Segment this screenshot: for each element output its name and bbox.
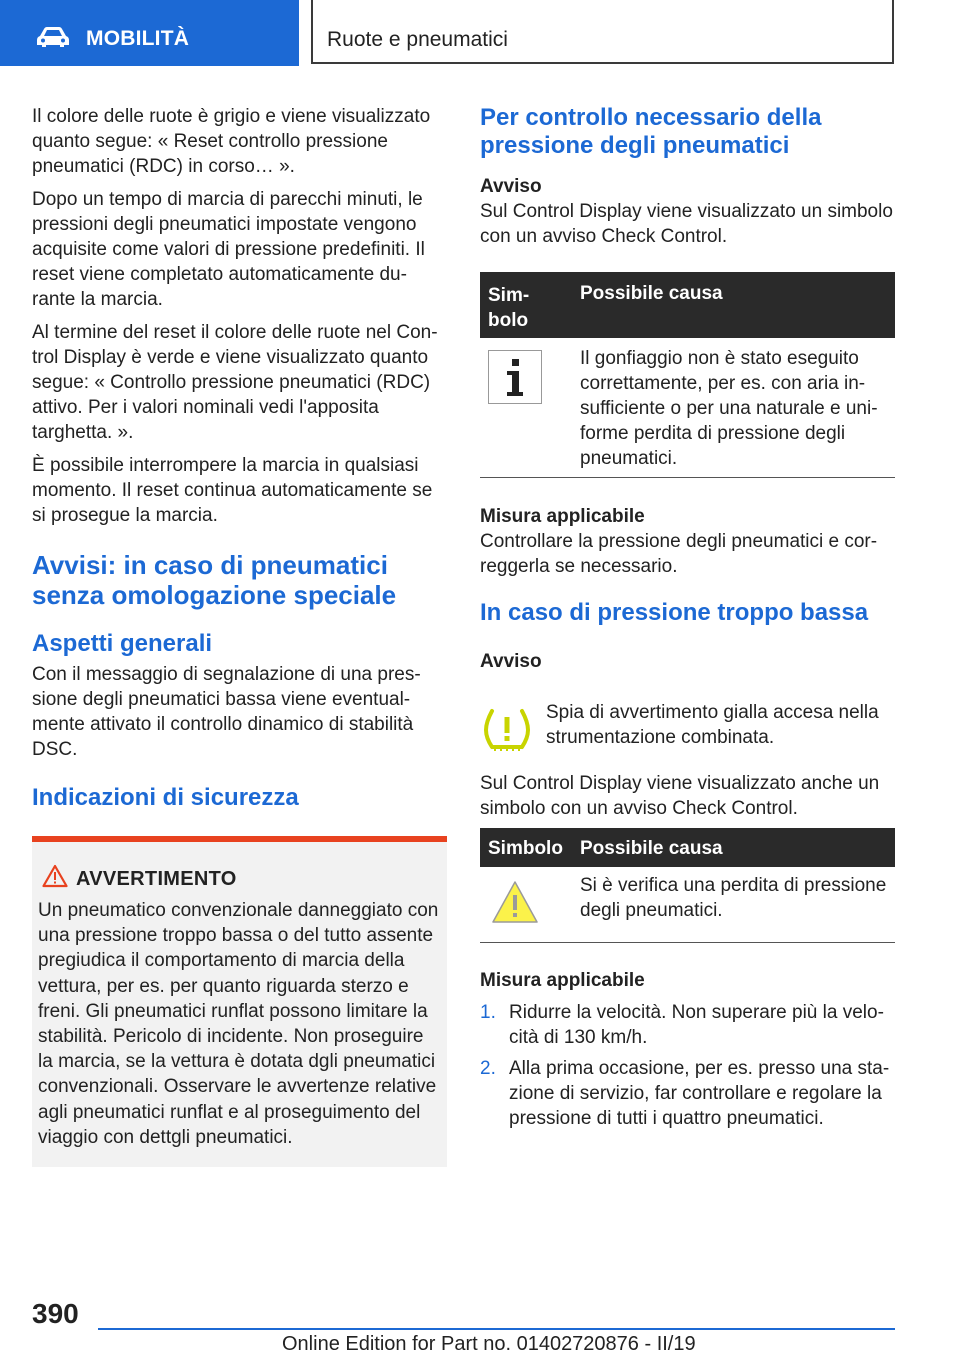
car-icon [36, 26, 70, 48]
table-cell-causa: Si è verifica una perdita di pressione degli pneumatici. [580, 875, 887, 921]
list-item [480, 1056, 895, 1131]
table-cell-causa: Il gonfiaggio non è stato eseguito correttamente, per es. con aria in-sufficiente o per una naturale e uni-forme perdita di pressione degli pneumatici. [580, 348, 878, 469]
heading-pressione-bassa: In caso di pressione troppo bassa [480, 599, 869, 626]
warning-triangle-icon [490, 879, 540, 925]
table-header-causa: Possibile causa [580, 283, 723, 304]
cause-table-2 [480, 828, 895, 943]
footer-divider [98, 1328, 895, 1330]
paragraph-misura-1: Controllare la pressione degli pneumatici e cor-reggerla se necessario. [480, 531, 878, 577]
section-tab-label: MOBILITÀ [86, 27, 190, 50]
tire-pressure-warning-icon [484, 708, 530, 752]
table-header [480, 272, 895, 338]
info-icon [488, 350, 542, 404]
page-number: 390 [32, 1298, 79, 1329]
steps-list [480, 1000, 895, 1137]
misura-block-1 [480, 504, 895, 674]
cause-table-1 [480, 272, 895, 478]
heading-misura-1: Misura applicabile [480, 506, 645, 527]
chapter-tab-label: Ruote e pneumatici [327, 28, 508, 51]
heading-avviso-2: Avviso [480, 651, 542, 672]
table-header-causa: Possibile causa [580, 838, 723, 859]
table-header-simbolo: Simbolo [488, 838, 563, 859]
table-row [480, 867, 895, 943]
list-item-number: 2. [480, 1058, 496, 1079]
paragraph-avviso-2: Sul Control Display viene visualizzato anche un simbolo con un avviso Check Control. [480, 773, 880, 819]
section-tab-mobilita[interactable] [0, 0, 299, 66]
heading-avviso-1: Avviso [480, 176, 542, 197]
paragraph-termine-reset: Al termine del reset il colore delle ruote nel Con-trol Display è verde e viene visualizzato quanto segue: « Controllo pressione pneumatici (RDC) attivo. Per i valori nominali vedi l'apposita targhetta. ». [32, 322, 438, 443]
list-item-number: 1. [480, 1002, 496, 1023]
left-column [32, 104, 442, 812]
list-item-text: Ridurre la velocità. Non superare più la velo-cità di 130 km/h. [509, 1002, 884, 1048]
footer-edition: Online Edition for Part no. 01402720876 - II/19 [282, 1333, 696, 1355]
paragraph-dsc: Con il messaggio di segnalazione di una pres-sione degli pneumatici bassa viene eventual-mente attivato il controllo dinamico di stabilità DSC. [32, 664, 421, 760]
table-row [480, 338, 895, 478]
warning-triangle-icon [42, 864, 68, 888]
paragraph-interrompere: È possibile interrompere la marcia in qualsiasi momento. Il reset continua automaticamente se si prosegue la marcia. [32, 455, 433, 526]
heading-misura-2: Misura applicabile [480, 970, 645, 991]
top-navigation-bar [0, 0, 960, 66]
heading-indicazioni-sicurezza: Indicazioni di sicurezza [32, 784, 299, 811]
table-header [480, 828, 895, 867]
heading-aspetti-generali: Aspetti generali [32, 630, 213, 657]
list-item-text: Alla prima occasione, per es. presso una sta-zione di servizio, far controllare e regolare la pressione di tutti i quattro pneumatici. [509, 1058, 890, 1129]
list-item [480, 1000, 895, 1050]
paragraph-avviso-1: Sul Control Display viene visualizzato un simbolo con un avviso Check Control. [480, 201, 893, 247]
warning-text: Un pneumatico convenzionale danneggiato con una pressione troppo bassa o del tutto assente pregiudica il comportamento di marcia della vettura, per es. per quanto riguarda sterzo e freni. Gli pneumatici runflat possono limitare la stabilità. Pericolo di incidente. Non proseguire la marcia, se la vettura è dotata dgli pneumatici convenzionali. Osservare le avvertenze relative agli pneumatici runflat e al proseguimento del viaggio con dettgli pneumatici. [38, 900, 439, 1148]
chapter-tab[interactable] [311, 0, 894, 64]
paragraph-reset-in-corso: Il colore delle ruote è grigio e viene visualizzato quanto segue: « Reset controllo pressione pneumatici (RDC) in corso… ». [32, 106, 431, 177]
right-column [480, 104, 895, 257]
paragraph-tempo-marcia: Dopo un tempo di marcia di parecchi minuti, le pressioni degli pneumatici impostate vengono acquisite come valori di pressione predefiniti. Il reset viene completato automaticamente du-rante la marcia. [32, 189, 425, 310]
warning-box [32, 836, 447, 1167]
heading-avvisi: Avvisi: in caso di pneumatici senza omologazione speciale [32, 550, 397, 610]
table-header-simbolo: Sim-bolo [488, 285, 530, 331]
warning-title: AVVERTIMENTO [76, 868, 237, 890]
paragraph-spia: Spia di avvertimento gialla accesa nella strumentazione combinata. [546, 702, 879, 748]
heading-controllo-necessario: Per controllo necessario della pressione degli pneumatici [480, 104, 822, 159]
heading-misura-2-wrap [480, 968, 895, 993]
